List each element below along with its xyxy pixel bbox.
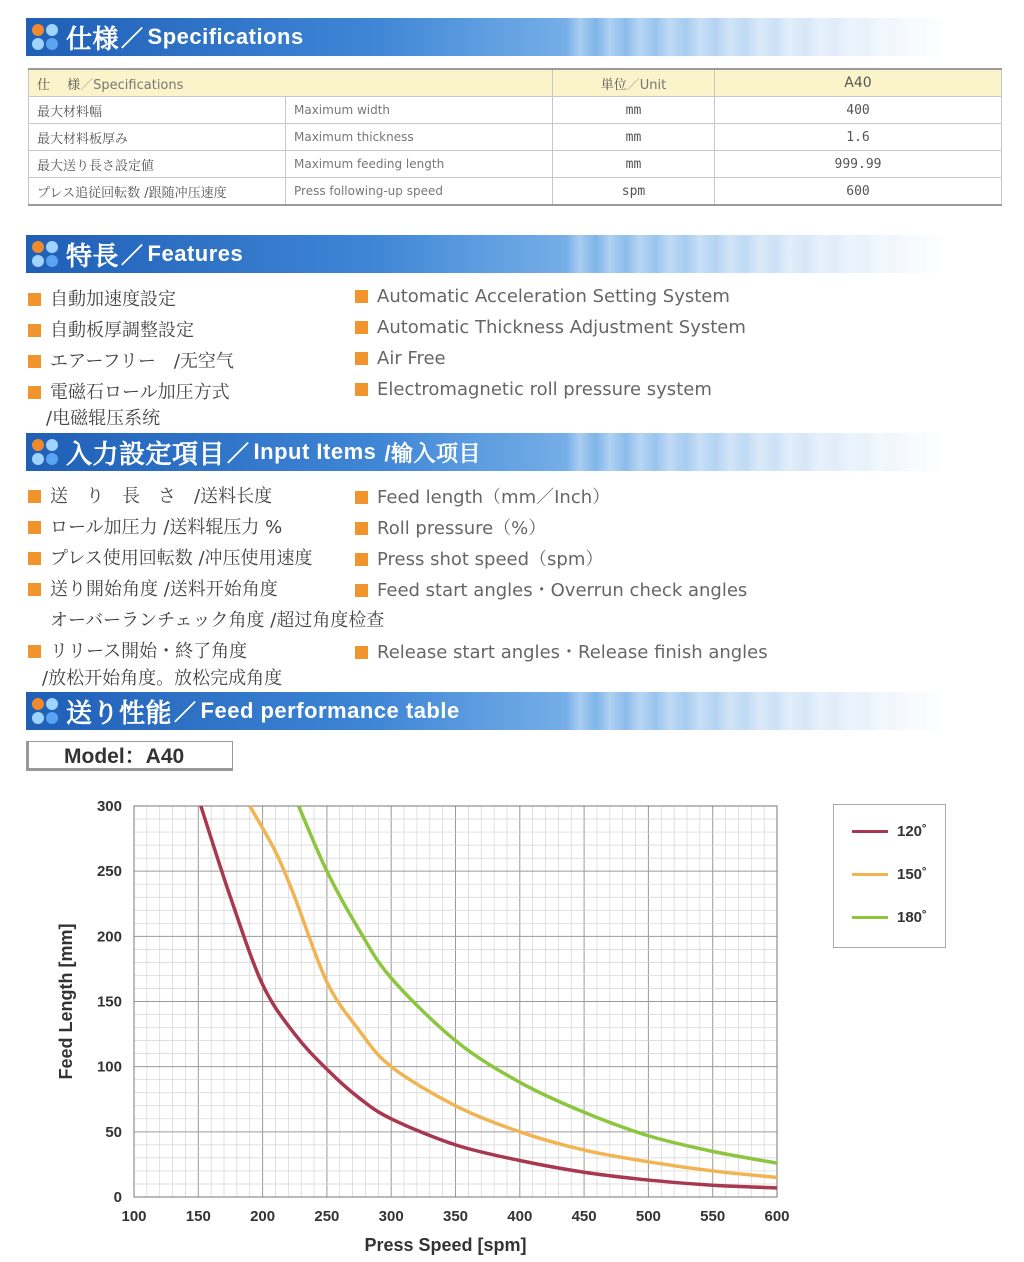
- y-tick-label: 150: [96, 993, 122, 1011]
- row-label-jp: プレス追従回転数 /跟随冲压速度: [29, 178, 286, 206]
- list-item: 送り開始角度 /送料开始角度: [28, 575, 278, 601]
- list-item: 自動加速度設定: [28, 285, 176, 311]
- square-bullet-icon: [355, 383, 368, 396]
- list-item: ロール加圧力 /送料辊压力 %: [28, 513, 282, 539]
- x-tick-label: 250: [314, 1208, 340, 1225]
- header-unit-jp: 単位: [600, 77, 627, 93]
- y-tick-label: 300: [96, 798, 122, 815]
- legend-item: 180˚: [852, 909, 927, 926]
- list-item: プレス使用回転数 /冲压使用速度: [28, 544, 313, 570]
- header-unit-en: Unit: [639, 77, 667, 93]
- series-line-2: [299, 806, 777, 1163]
- square-bullet-icon: [28, 386, 41, 399]
- legend-item: 120˚: [852, 823, 927, 840]
- bullet-dots-icon: [32, 239, 62, 269]
- square-bullet-icon: [355, 491, 368, 504]
- section-title-en: Features: [147, 241, 244, 266]
- y-tick-label: 0: [113, 1189, 122, 1206]
- square-bullet-icon: [355, 352, 368, 365]
- x-tick-label: 100: [121, 1208, 147, 1225]
- square-bullet-icon: [355, 553, 368, 566]
- row-unit: mm: [553, 124, 715, 151]
- y-tick-label: 250: [96, 863, 122, 881]
- x-tick-label: 150: [185, 1208, 211, 1225]
- row-label-jp: 最大材料板厚み: [29, 124, 286, 151]
- y-axis-label: Feed Length [mm]: [56, 923, 76, 1080]
- section-title-jp: 仕様: [66, 23, 120, 54]
- spec-table-header: 仕 様／Specifications 単位／Unit A40: [29, 69, 1002, 97]
- x-tick-label: 200: [250, 1208, 276, 1225]
- x-tick-label: 450: [571, 1208, 597, 1225]
- row-value: 999.99: [715, 151, 1002, 178]
- chart-legend: [833, 804, 946, 948]
- legend-swatch: [852, 830, 888, 833]
- section-title-en: Feed performance table: [200, 698, 460, 723]
- row-value: 1.6: [715, 124, 1002, 151]
- x-tick-label: 400: [507, 1208, 533, 1225]
- list-item: Roll pressure（%）: [355, 514, 546, 540]
- header-model: A40: [715, 69, 1002, 97]
- row-unit: spm: [553, 178, 715, 206]
- x-tick-label: 550: [700, 1208, 726, 1225]
- list-item: エアーフリー /无空气: [28, 347, 234, 373]
- square-bullet-icon: [28, 293, 41, 306]
- square-bullet-icon: [355, 321, 368, 334]
- square-bullet-icon: [28, 521, 41, 534]
- y-tick-label: 200: [96, 928, 122, 946]
- list-item: Press shot speed（spm）: [355, 545, 603, 571]
- square-bullet-icon: [28, 583, 41, 596]
- list-item-continuation: /电磁辊压系统: [46, 408, 161, 429]
- header-item-en: Specifications: [93, 77, 184, 93]
- list-item: リリース開始・終了角度: [28, 637, 247, 663]
- square-bullet-icon: [355, 290, 368, 303]
- list-item: Release start angles・Release finish angles: [355, 638, 768, 664]
- row-value: 400: [715, 97, 1002, 124]
- list-item-continuation: /放松开始角度。放松完成角度: [42, 668, 283, 689]
- table-row: [29, 124, 1002, 151]
- square-bullet-icon: [28, 552, 41, 565]
- table-row: [29, 151, 1002, 178]
- row-label-en: Press following-up speed: [286, 178, 553, 206]
- square-bullet-icon: [28, 355, 41, 368]
- legend-item: 150˚: [852, 866, 927, 883]
- x-tick-label: 500: [635, 1208, 661, 1225]
- list-item: 送 り 長 さ /送料长度: [28, 482, 272, 508]
- section-title-jp: 送り性能: [66, 697, 173, 728]
- list-item-continuation: オーバーランチェック角度 /超过角度检查: [50, 610, 385, 631]
- section-title-en: Specifications: [147, 24, 304, 49]
- list-item: Feed length（mm／Inch）: [355, 483, 610, 509]
- section-title-jp: 特長: [66, 240, 120, 271]
- row-value: 600: [715, 178, 1002, 206]
- x-axis-label: Press Speed [spm]: [364, 1235, 527, 1255]
- square-bullet-icon: [28, 645, 41, 658]
- series-line-1: [250, 806, 777, 1177]
- list-item: Feed start angles・Overrun check angles: [355, 576, 747, 602]
- list-item: 自動板厚調整設定: [28, 316, 194, 342]
- section-header-features: 特長 ／ Features: [26, 235, 946, 273]
- y-tick-label: 100: [96, 1058, 122, 1076]
- row-label-jp: 最大送り長さ設定値: [29, 151, 286, 178]
- model-label: Model：A40: [26, 741, 233, 771]
- x-tick-label: 300: [378, 1208, 404, 1225]
- square-bullet-icon: [28, 490, 41, 503]
- section-title-cn: /输入项目: [384, 440, 481, 466]
- header-item-jp: 仕 様: [37, 77, 81, 93]
- list-item: 電磁石ロール加圧方式: [28, 378, 230, 404]
- table-row: [29, 97, 1002, 124]
- row-label-en: Maximum width: [286, 97, 553, 124]
- x-tick-label: 600: [764, 1208, 790, 1225]
- bullet-dots-icon: [32, 696, 62, 726]
- table-row: [29, 178, 1002, 206]
- section-header-feed-performance: 送り性能 ／ Feed performance table: [26, 692, 946, 730]
- square-bullet-icon: [355, 646, 368, 659]
- legend-swatch: [852, 916, 888, 919]
- section-header-input-items: 入力設定項目 ／ Input Items /输入项目: [26, 433, 946, 471]
- section-title-jp: 入力設定項目: [66, 438, 226, 469]
- square-bullet-icon: [355, 522, 368, 535]
- series-line-0: [201, 806, 777, 1188]
- y-tick-label: 50: [105, 1123, 122, 1141]
- spec-table: [28, 68, 1002, 206]
- legend-swatch: [852, 873, 888, 876]
- row-label-jp: 最大材料幅: [29, 97, 286, 124]
- bullet-dots-icon: [32, 437, 62, 467]
- list-item: Air Free: [355, 348, 446, 369]
- section-header-specifications: 仕様 ／ Specifications: [26, 18, 946, 56]
- list-item: Automatic Acceleration Setting System: [355, 286, 730, 307]
- square-bullet-icon: [355, 584, 368, 597]
- x-tick-label: 350: [442, 1208, 469, 1225]
- bullet-dots-icon: [32, 22, 62, 52]
- row-label-en: Maximum thickness: [286, 124, 553, 151]
- row-unit: mm: [553, 97, 715, 124]
- list-item: Electromagnetic roll pressure system: [355, 379, 712, 400]
- section-title-en: Input Items: [253, 439, 377, 464]
- list-item: Automatic Thickness Adjustment System: [355, 317, 746, 338]
- square-bullet-icon: [28, 324, 41, 337]
- row-unit: mm: [553, 151, 715, 178]
- row-label-en: Maximum feeding length: [286, 151, 553, 178]
